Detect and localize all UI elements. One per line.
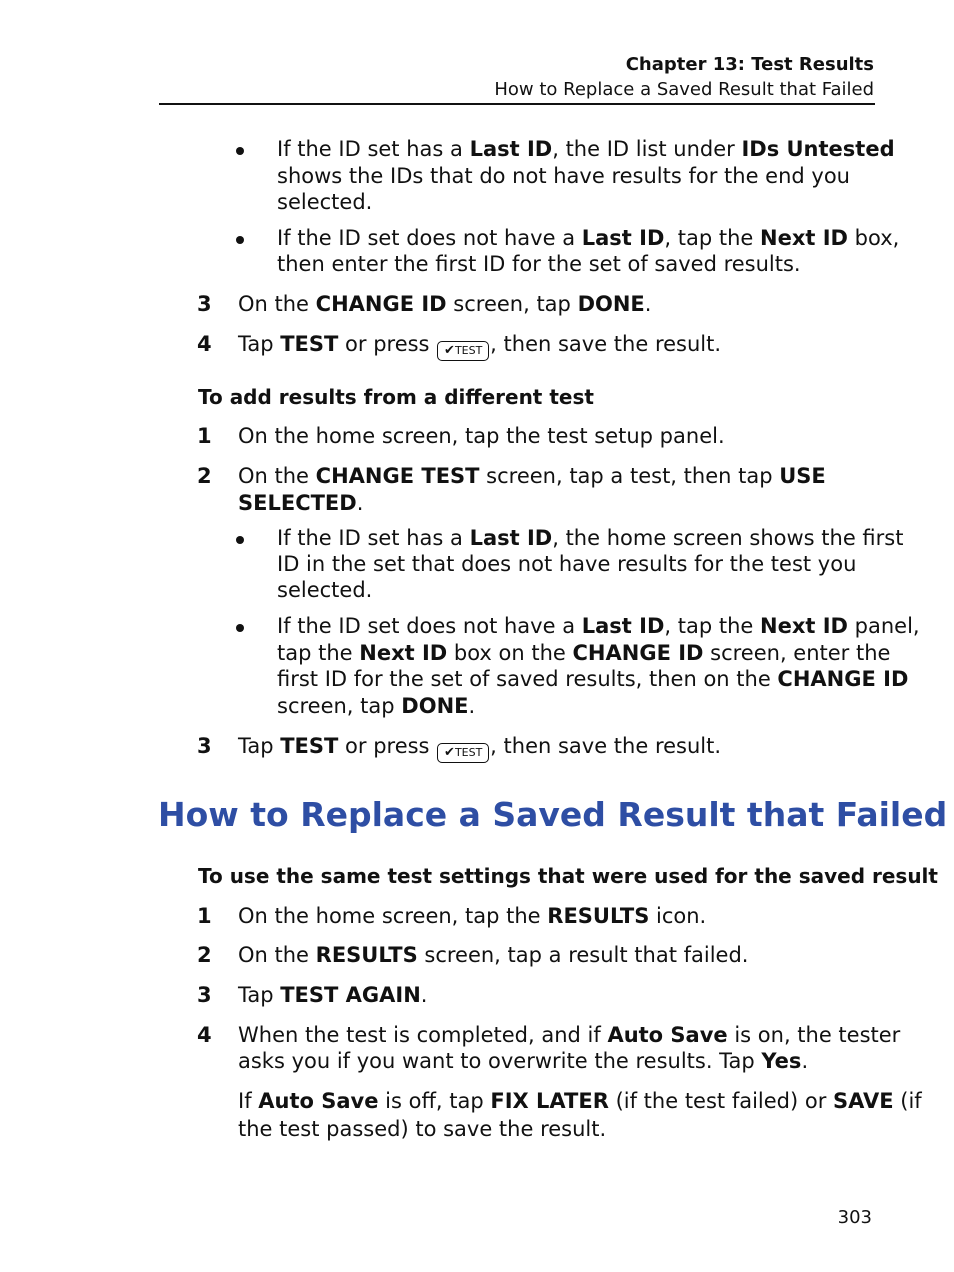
bullet-dot bbox=[236, 147, 244, 155]
bold-term: SELECTED bbox=[238, 491, 357, 515]
text-run: shows the IDs that do not have results for the end you bbox=[277, 164, 850, 188]
bold-term: Next ID bbox=[760, 614, 848, 638]
text-line bbox=[238, 1088, 922, 1115]
procedure-heading bbox=[198, 863, 938, 890]
text-run: (if bbox=[893, 1089, 922, 1113]
text-line bbox=[277, 225, 899, 252]
bold-term: Yes bbox=[761, 1049, 802, 1073]
bold-term: TEST AGAIN bbox=[280, 983, 421, 1007]
text-run: first ID for the set of saved results, then on the bbox=[277, 667, 778, 691]
bold-term: Auto Save bbox=[607, 1023, 728, 1047]
running-header-chapter: Chapter 13: Test Results bbox=[625, 54, 874, 75]
bold-term: Last ID bbox=[581, 614, 665, 638]
procedure-heading bbox=[198, 384, 594, 411]
test-key-icon: ✔TEST bbox=[437, 341, 489, 361]
text-run: , then save the result. bbox=[490, 332, 722, 356]
text-run: If bbox=[238, 1089, 259, 1113]
bullet-dot bbox=[236, 236, 244, 244]
text-run: then enter the first ID for the set of saved results. bbox=[277, 252, 801, 276]
text-run: , the home screen shows the first bbox=[552, 526, 904, 550]
text-run: , then save the result. bbox=[490, 734, 722, 758]
text-run: box on the bbox=[447, 641, 573, 665]
text-line bbox=[238, 331, 721, 361]
text-run: icon. bbox=[649, 904, 707, 928]
bold-term: SAVE bbox=[833, 1089, 894, 1113]
text-run: If the ID set does not have a bbox=[277, 226, 582, 250]
text-run: . bbox=[420, 983, 428, 1007]
text-run: On the bbox=[238, 292, 316, 316]
bullet-dot bbox=[236, 536, 244, 544]
text-line bbox=[277, 189, 372, 216]
text-line bbox=[238, 490, 363, 517]
text-run: Tap bbox=[238, 983, 281, 1007]
bold-term: RESULTS bbox=[547, 904, 650, 928]
text-run: (if the test failed) or bbox=[608, 1089, 834, 1113]
bold-term: TEST bbox=[280, 332, 339, 356]
bold-term: CHANGE ID bbox=[777, 667, 909, 691]
text-run: screen, tap a test, then tap bbox=[479, 464, 780, 488]
text-run: If the ID set has a bbox=[277, 526, 470, 550]
bold-term: RESULTS bbox=[315, 943, 418, 967]
text-run: screen, tap bbox=[446, 292, 578, 316]
bold-term: USE bbox=[779, 464, 826, 488]
text-line bbox=[238, 982, 427, 1009]
bold-term: Auto Save bbox=[258, 1089, 379, 1113]
bold-term: Next ID bbox=[760, 226, 848, 250]
text-run: . bbox=[801, 1049, 809, 1073]
text-line bbox=[277, 163, 850, 190]
text-run: On the home screen, tap the bbox=[238, 904, 548, 928]
bold-term: DONE bbox=[577, 292, 645, 316]
text-run: or press bbox=[338, 332, 437, 356]
running-header-section: How to Replace a Saved Result that Failed bbox=[494, 79, 874, 100]
text-run: On the bbox=[238, 464, 316, 488]
bold-term: IDs Untested bbox=[741, 137, 895, 161]
text-run: the test passed) to save the result. bbox=[238, 1117, 607, 1141]
text-line bbox=[277, 613, 920, 640]
step-number: 2 bbox=[197, 943, 212, 967]
text-line bbox=[277, 525, 903, 552]
text-run: is off, tap bbox=[378, 1089, 491, 1113]
text-run: selected. bbox=[277, 578, 373, 602]
text-run: Tap bbox=[238, 332, 281, 356]
text-line bbox=[238, 1048, 808, 1075]
text-line bbox=[277, 251, 801, 278]
text-line bbox=[277, 551, 856, 578]
bold-term: To use the same test settings that were used for the saved result bbox=[198, 864, 938, 888]
bold-term: DONE bbox=[401, 694, 469, 718]
step-number: 3 bbox=[197, 292, 212, 316]
bold-term: Last ID bbox=[581, 226, 665, 250]
text-line bbox=[277, 577, 372, 604]
text-run: box, bbox=[847, 226, 900, 250]
text-run: When the test is completed, and if bbox=[238, 1023, 608, 1047]
text-run: screen, tap a result that failed. bbox=[417, 943, 749, 967]
text-run: ID in the set that does not have results for the test you bbox=[277, 552, 857, 576]
text-run: . bbox=[468, 694, 476, 718]
step-number: 3 bbox=[197, 734, 212, 758]
text-run: . bbox=[356, 491, 364, 515]
text-run: , the ID list under bbox=[552, 137, 742, 161]
text-run: , tap the bbox=[664, 614, 761, 638]
text-run: asks you if you want to overwrite the results. Tap bbox=[238, 1049, 762, 1073]
text-run: or press bbox=[338, 734, 437, 758]
step-number: 3 bbox=[197, 983, 212, 1007]
step-number: 2 bbox=[197, 464, 212, 488]
text-run: tap the bbox=[277, 641, 360, 665]
text-line bbox=[277, 136, 895, 163]
text-run: If the ID set does not have a bbox=[277, 614, 582, 638]
text-run: screen, tap bbox=[277, 694, 402, 718]
bold-term: TEST bbox=[280, 734, 339, 758]
text-run: . bbox=[644, 292, 652, 316]
bold-term: FIX LATER bbox=[490, 1089, 609, 1113]
text-run: is on, the tester bbox=[727, 1023, 901, 1047]
step-number: 1 bbox=[197, 904, 212, 928]
text-line bbox=[277, 693, 475, 720]
text-line bbox=[238, 1022, 900, 1049]
header-rule bbox=[159, 103, 875, 105]
step-number: 4 bbox=[197, 1023, 212, 1047]
text-run: selected. bbox=[277, 190, 373, 214]
text-run: , tap the bbox=[664, 226, 761, 250]
text-line bbox=[277, 640, 890, 667]
section-heading: How to Replace a Saved Result that Failed bbox=[158, 795, 948, 834]
text-run: On the bbox=[238, 943, 316, 967]
step-number: 4 bbox=[197, 332, 212, 356]
bullet-dot bbox=[236, 624, 244, 632]
text-line bbox=[238, 733, 721, 763]
text-run: On the home screen, tap the test setup panel. bbox=[238, 424, 725, 448]
bold-term: Last ID bbox=[469, 137, 553, 161]
text-line bbox=[238, 423, 725, 450]
text-line bbox=[238, 942, 748, 969]
bold-term: To add results from a different test bbox=[198, 385, 594, 409]
text-line bbox=[238, 1116, 606, 1143]
bold-term: CHANGE TEST bbox=[315, 464, 480, 488]
bold-term: Next ID bbox=[359, 641, 448, 665]
text-run: If the ID set has a bbox=[277, 137, 470, 161]
text-run: screen, enter the bbox=[703, 641, 891, 665]
bold-term: CHANGE ID bbox=[572, 641, 704, 665]
text-run: panel, bbox=[847, 614, 920, 638]
step-number: 1 bbox=[197, 424, 212, 448]
test-key-icon: ✔TEST bbox=[437, 743, 489, 763]
bold-term: CHANGE ID bbox=[315, 292, 447, 316]
bold-term: Last ID bbox=[469, 526, 553, 550]
text-line bbox=[277, 666, 908, 693]
page-number: 303 bbox=[837, 1207, 872, 1228]
text-run: Tap bbox=[238, 734, 281, 758]
text-line bbox=[238, 463, 826, 490]
text-line bbox=[238, 291, 651, 318]
text-line bbox=[238, 903, 706, 930]
